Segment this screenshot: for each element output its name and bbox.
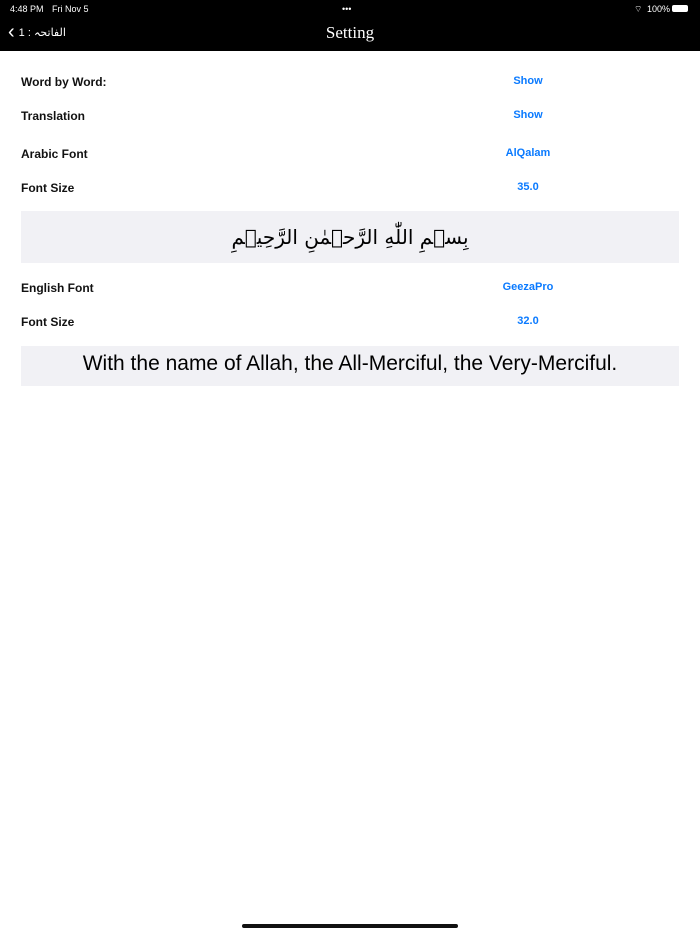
navigation-bar	[0, 18, 700, 51]
setting-label: Word by Word:	[21, 75, 107, 89]
setting-label: Font Size	[21, 181, 75, 195]
translation-toggle[interactable]: Show	[513, 109, 543, 121]
arabic-font-select[interactable]: AlQalam	[505, 147, 551, 159]
word-by-word-toggle[interactable]: Show	[513, 75, 543, 87]
setting-word-by-word	[21, 75, 679, 95]
page-title: Setting	[325, 23, 375, 42]
setting-arabic-font-size	[21, 181, 679, 201]
battery-icon	[672, 5, 688, 12]
back-label: الفاتحہ : 1	[18, 26, 66, 39]
setting-translation	[21, 109, 679, 129]
status-time: 4:48 PM	[10, 4, 44, 14]
status-date: Fri Nov 5	[52, 4, 89, 14]
english-font-size-select[interactable]: 32.0	[517, 315, 539, 327]
setting-english-font	[21, 281, 679, 301]
setting-label: English Font	[21, 281, 94, 295]
arabic-preview: بِسۡمِ اللّٰهِ الرَّحۡمٰنِ الرَّحِيۡمِ	[21, 211, 679, 263]
english-preview: With the name of Allah, the All-Merciful, the Very-Merciful.	[21, 346, 679, 386]
setting-english-font-size	[21, 315, 679, 335]
setting-label: Translation	[21, 109, 86, 123]
home-indicator[interactable]	[242, 924, 458, 928]
chevron-left-icon: ‹	[8, 21, 15, 43]
battery-percent: 100%	[647, 4, 671, 14]
status-bar	[0, 0, 700, 18]
english-font-select[interactable]: GeezaPro	[502, 281, 554, 293]
setting-label: Arabic Font	[21, 147, 88, 161]
multitasking-dots[interactable]: •••	[342, 4, 352, 14]
setting-label: Font Size	[21, 315, 75, 329]
arabic-font-size-select[interactable]: 35.0	[517, 181, 539, 193]
wifi-icon: ⌔	[634, 4, 643, 14]
setting-arabic-font	[21, 147, 679, 167]
